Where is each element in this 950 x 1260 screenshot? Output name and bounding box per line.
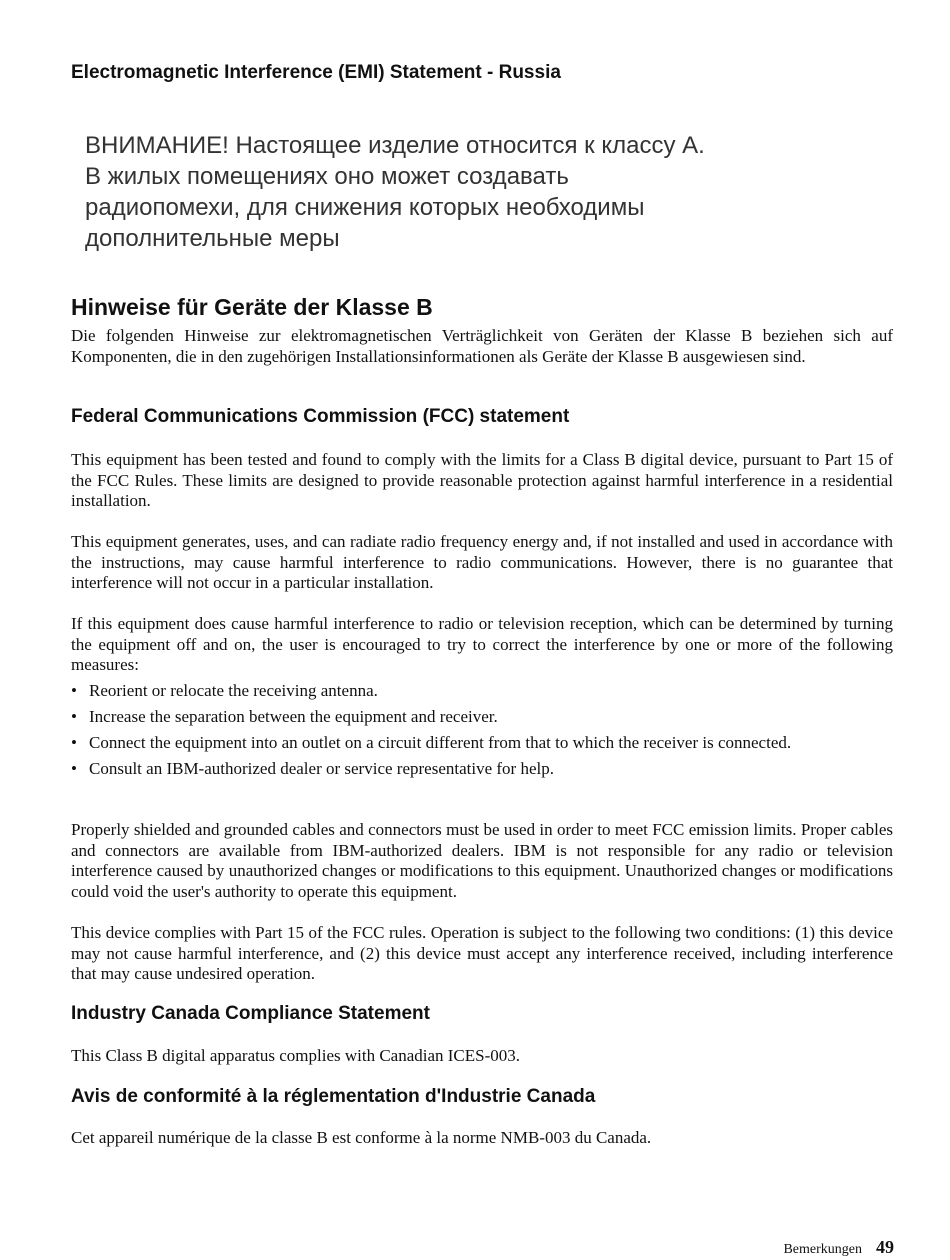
fcc-paragraph-2: This equipment generates, uses, and can radiate radio frequency energy and, if not installed and used in accordance with the instructions, may cause harmful interference to radio communications. However, there is no guarantee that interference will not occur in a particular installation. <box>71 532 893 592</box>
bullet-marker: • <box>71 681 77 700</box>
klasse-b-intro: Die folgenden Hinweise zur elektromagnetischen Verträglichkeit von Geräten der Klasse B beziehen sich auf Komponenten, die in den zugehörigen Installationsinformationen als Geräte der Klasse B ausgewiesen sind. <box>71 326 893 366</box>
fcc-paragraph-5: This device complies with Part 15 of the FCC rules. Operation is subject to the following two conditions: (1) this device may not cause harmful interference, and (2) this device must accept any interference received, including interference that may cause undesired operation. <box>71 923 893 983</box>
russian-warning-line: дополнительные меры <box>85 225 340 252</box>
bullet-marker: • <box>71 759 77 778</box>
list-item <box>71 681 893 702</box>
russian-warning-text <box>85 130 845 254</box>
page-footer <box>783 1237 894 1260</box>
footer-section-label: Bemerkungen <box>783 1242 862 1257</box>
emi-russia-heading: Electromagnetic Interference (EMI) Statement - Russia <box>71 62 561 83</box>
avis-canada-text: Cet appareil numérique de la classe B est conforme à la norme NMB-003 du Canada. <box>71 1128 652 1147</box>
list-item <box>71 733 893 754</box>
list-item-text: Reorient or relocate the receiving antenna. <box>89 681 378 700</box>
fcc-measures-list <box>71 681 893 785</box>
avis-canada-heading: Avis de conformité à la réglementation d'Industrie Canada <box>71 1086 596 1107</box>
fcc-paragraph-3: If this equipment does cause harmful interference to radio or television reception, which can be determined by turning the equipment off and on, the user is encouraged to try to correct the interference by one or more of the following measures: <box>71 614 893 674</box>
industry-canada-text: This Class B digital apparatus complies with Canadian ICES-003. <box>71 1046 521 1065</box>
bullet-marker: • <box>71 733 77 752</box>
bullet-marker: • <box>71 707 77 726</box>
klasse-b-heading: Hinweise für Geräte der Klasse B <box>71 294 433 320</box>
fcc-heading: Federal Communications Commission (FCC) statement <box>71 406 570 427</box>
russian-warning-line: радиопомехи, для снижения которых необходимы <box>85 194 645 221</box>
page-number: 49 <box>876 1237 894 1257</box>
russian-warning-line: ВНИМАНИЕ! Настоящее изделие относится к классу А. <box>85 132 705 159</box>
list-item-text: Increase the separation between the equipment and receiver. <box>89 707 498 726</box>
fcc-paragraph-1: This equipment has been tested and found to comply with the limits for a Class B digital device, pursuant to Part 15 of the FCC Rules. These limits are designed to provide reasonable protection against harmful interference in a residential installation. <box>71 450 893 510</box>
list-item <box>71 707 893 728</box>
russian-warning-line: В жилых помещениях оно может создавать <box>85 163 569 190</box>
fcc-paragraph-4: Properly shielded and grounded cables and connectors must be used in order to meet FCC emission limits. Proper cables and connectors are available from IBM-authorized dealers. IBM is not responsible for any radio or television interference caused by unauthorized changes or modifications to this equipment. Unauthorized changes or modifications could void the user's authority to operate this equipment. <box>71 820 893 901</box>
industry-canada-heading: Industry Canada Compliance Statement <box>71 1003 430 1024</box>
list-item-text: Connect the equipment into an outlet on a circuit different from that to which the receiver is connected. <box>89 733 792 752</box>
list-item-text: Consult an IBM-authorized dealer or service representative for help. <box>89 759 554 778</box>
list-item <box>71 759 893 780</box>
